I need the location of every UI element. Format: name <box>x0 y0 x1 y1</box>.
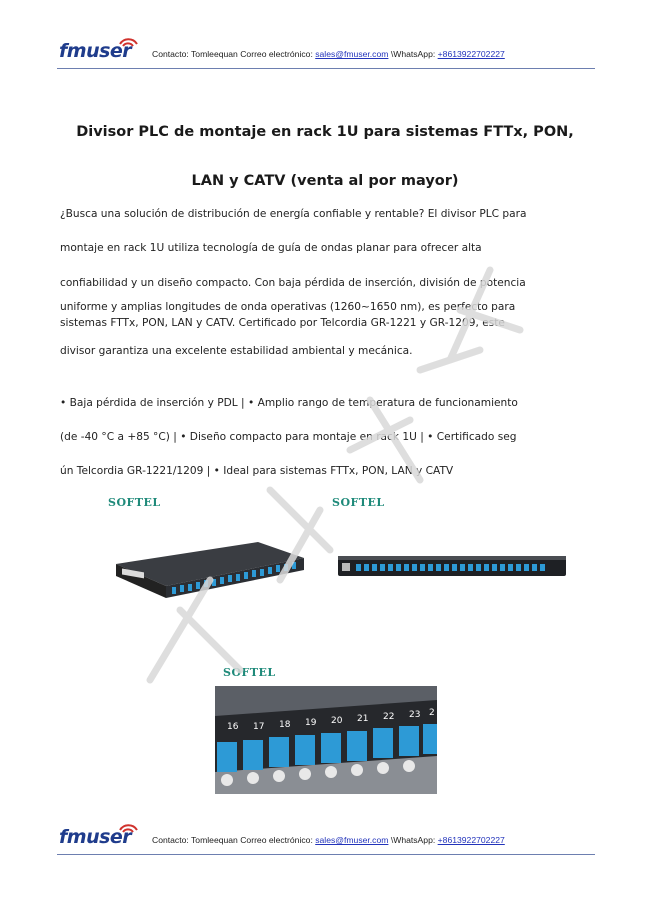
rack-splitter-image <box>108 514 308 624</box>
ports-closeup-image <box>215 686 437 794</box>
fmuser-logo: fmuser <box>57 38 139 64</box>
footer-contact: Contacto: Tomleequan Correo electrónico: sales@fmuser.com \WhatsApp: +8613922702227 <box>152 835 505 845</box>
page-footer <box>57 824 595 855</box>
intro-line: confiabilidad y un diseño compacto. Con baja pérdida de inserción, división de potencia <box>60 277 526 289</box>
feature-line: ún Telcordia GR-1221/1209 | • Ideal para sistemas FTTx, PON, LAN y CATV <box>60 465 454 477</box>
product-photo-angled: SOFTEL <box>108 494 308 624</box>
intro-line: divisor garantiza una excelente estabilidad ambiental y mecánica. <box>60 345 413 357</box>
header-phone-link[interactable]: +8613922702227 <box>437 49 505 59</box>
intro-line: montaje en rack 1U utiliza tecnología de guía de ondas planar para ofrecer alta <box>60 242 482 254</box>
intro-line: sistemas FTTx, PON, LAN y CATV. Certificado por Telcordia GR-1221 y GR-1209, este <box>60 317 505 329</box>
header-contact: Contacto: Tomleequan Correo electrónico: sales@fmuser.com \WhatsApp: +8613922702227 <box>152 49 505 59</box>
signal-waves-icon <box>119 34 139 50</box>
page-header <box>57 38 595 69</box>
product-photo-closeup: SOFTEL 16 17 18 19 20 21 22 23 2 <box>215 664 437 794</box>
footer-email-link[interactable]: sales@fmuser.com <box>315 835 389 845</box>
footer-phone-link[interactable]: +8613922702227 <box>437 835 505 845</box>
page-title: Divisor PLC de montaje en rack 1U para sistemas FTTx, PON, LAN y CATV (venta al por mayor) <box>76 124 574 189</box>
header-email-link[interactable]: sales@fmuser.com <box>315 49 389 59</box>
feature-line: • Baja pérdida de inserción y PDL | • Amplio rango de temperatura de funcionamiento <box>60 397 518 409</box>
fmuser-logo: fmuser <box>57 824 139 850</box>
rack-front-image <box>330 516 570 596</box>
signal-waves-icon <box>119 820 139 836</box>
port-number-row: 16 17 18 19 20 21 22 23 2 <box>227 708 435 732</box>
feature-line: (de -40 °C a +85 °C) | • Diseño compacto para montaje en rack 1U | • Certificado seg <box>60 431 517 443</box>
intro-line: ¿Busca una solución de distribución de energía confiable y rentable? El divisor PLC para <box>60 208 527 220</box>
product-photo-front: SOFTEL <box>330 494 570 604</box>
intro-line: uniforme y amplias longitudes de onda operativas (1260~1650 nm), es perfecto para <box>60 301 516 313</box>
